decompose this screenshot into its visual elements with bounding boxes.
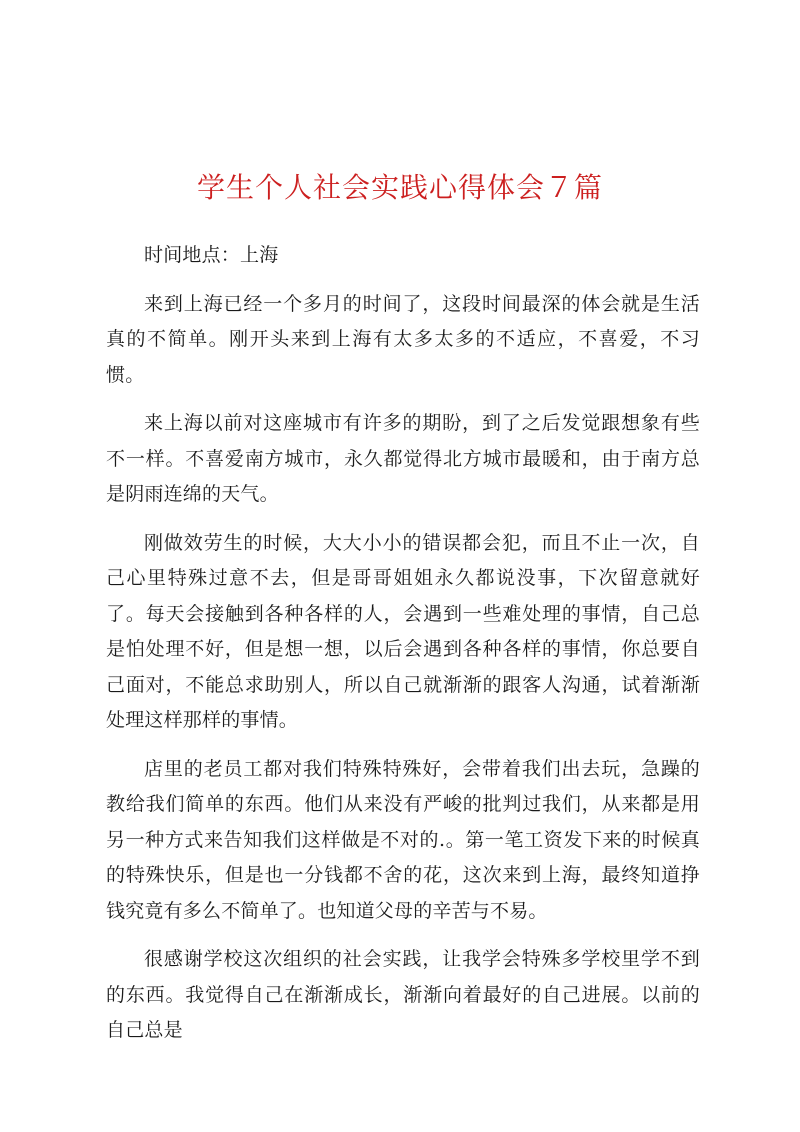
paragraph: 来到上海已经一个多月的时间了，这段时间最深的体会就是生活真的不简单。刚开头来到上海有太多太多的不适应，不喜爱，不习惯。 <box>106 292 700 386</box>
paragraph: 来上海以前对这座城市有许多的期盼，到了之后发觉跟想象有些不一样。不喜爱南方城市，永久都觉得北方城市最暖和，由于南方总是阴雨连绵的天气。 <box>106 412 700 505</box>
document-title: 学生个人社会实践心得体会７篇 <box>196 171 603 204</box>
document-body <box>106 238 700 1062</box>
paragraph: 店里的老员工都对我们特殊特殊好，会带着我们出去玩，急躁的教给我们简单的东西。他们从来没有严峻的批判过我们，从来都是用另一种方式来告知我们这样做是不对的.。第一笔工资发下来的时候真的特殊快乐，但是也一分钱都不舍的花，这次来到上海，最终知道挣钱究竟有多么不简单了。也知道父母的辛苦与不易。 <box>106 757 700 922</box>
paragraph: 刚做效劳生的时候，大大小小的错误都会犯，而且不止一次，自己心里特殊过意不去，但是哥哥姐姐永久都说没事，下次留意就好了。每天会接触到各种各样的人，会遇到一些难处理的事情，自己总是怕处理不好，但是想一想，以后会遇到各种各样的事情，你总要自己面对，不能总求助别人，所以自己就渐渐的跟客人沟通，试着渐渐处理这样那样的事情。 <box>106 531 700 731</box>
paragraph: 很感谢学校这次组织的社会实践，让我学会特殊多学校里学不到的东西。我觉得自己在渐渐成长，渐渐向着最好的自己进展。以前的自己总是 <box>106 948 700 1041</box>
paragraph-time-place: 时间地点：上海 <box>144 244 279 266</box>
